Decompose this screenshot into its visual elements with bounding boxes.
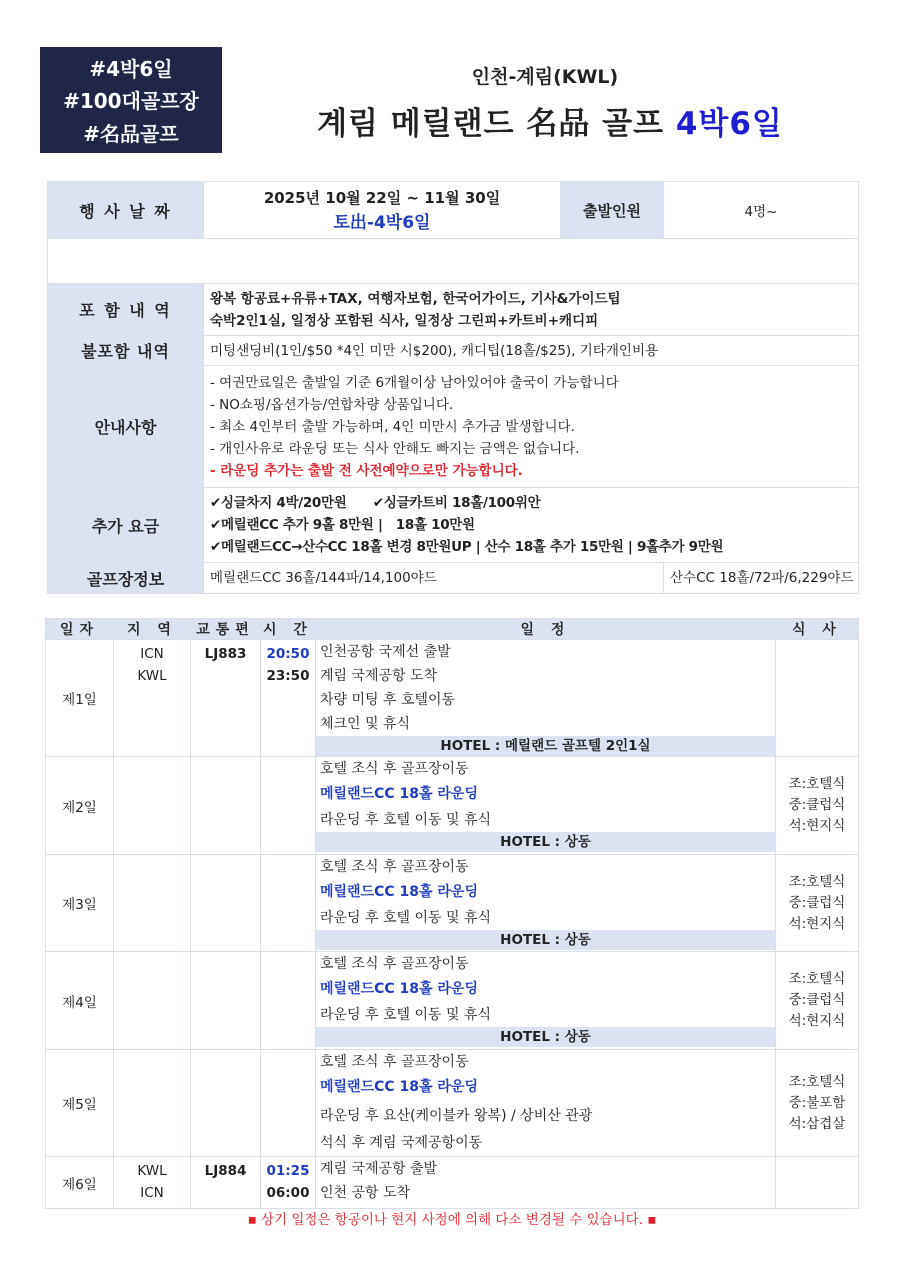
extra-line: ✔메릴랜드CC→산수CC 18홀 변경 8만원UP | 산수 18홀 추가 15만원 | 9홀추가 9만원 [210,539,724,555]
date-label: 행 사 날 짜 [48,182,204,239]
schedule-line: 메릴랜드CC 18홀 라운딩 [320,786,478,802]
hashtag: #4박6일 [89,56,173,81]
title-highlight: 4박6일 [675,106,783,142]
date-sub: 토出-4박6일 [333,213,431,233]
golf-label: 골프장정보 [48,563,204,594]
time-cell [261,855,316,952]
schedule-line: 호텔 조식 후 골프장이동 [320,859,469,875]
schedule-cell [316,757,776,855]
footnote: ▪ 상기 일정은 항공이나 현지 사정에 의해 다소 변경될 수 있습니다. ▪ [247,1212,657,1228]
itinerary-row [46,855,859,952]
notice-line: - 최소 4인부터 출발 가능하며, 4인 미만시 추가금 발생합니다. [210,418,575,435]
schedule-line: 인천 공항 도착 [320,1185,411,1201]
date-range: 2025년 10월 22일 ~ 11월 30일 [263,189,501,207]
column-header: 일자 [46,619,114,640]
region-cell [114,952,191,1050]
time-cell [261,952,316,1050]
column-header: 식 사 [776,619,859,640]
notice-line: - 여권만료일은 출발일 기준 6개월이상 남아있어야 출국이 가능합니다 [210,374,619,391]
hashtag: #100대골프장 [63,89,199,114]
hotel-info: HOTEL : 상동 [316,832,775,852]
extra-cell [204,488,859,563]
title-main: 계림 메릴랜드 名品 골프 [317,106,665,142]
flight-number [191,757,261,855]
schedule-line: 호텔 조식 후 골프장이동 [320,1054,469,1070]
hotel-info: HOTEL : 메릴랜드 골프텔 2인1실 [316,736,775,756]
schedule-line: 라운딩 후 호텔 이동 및 휴식 [320,910,492,926]
time-cell [261,640,316,757]
notice-line: - NO쇼핑/옵션가능/연합차량 상품입니다. [210,396,454,413]
schedule-cell [316,1157,776,1209]
schedule-line: 메릴랜드CC 18홀 라운딩 [320,884,478,900]
column-header: 지 역 [114,619,191,640]
meal-item: 중:클럽식 [788,894,846,911]
day-label: 제4일 [46,952,114,1050]
golf-course-2: 산수CC 18홀/72파/6,229야드 [664,563,859,594]
day-label: 제1일 [46,640,114,757]
itinerary-row [46,640,859,757]
region-cell [114,640,191,757]
notice-warning: - 라운딩 추가는 출발 전 사전예약으로만 가능합니다. [210,462,523,479]
info-section [47,181,859,594]
schedule-line: 계림 국제공항 출발 [320,1161,438,1177]
region-code: KWL [137,668,167,684]
golf-course-1: 메릴랜드CC 36홀/144파/14,100야드 [204,563,664,594]
schedule-line: 라운딩 후 호텔 이동 및 휴식 [320,1007,492,1023]
include-line: 숙박2인1실, 일정상 포함된 식사, 일정상 그린피+카트비+캐디피 [210,312,599,329]
meal-cell [776,855,859,952]
region-cell [114,1157,191,1209]
region-cell [114,855,191,952]
day-label: 제5일 [46,1050,114,1157]
route-subtitle: 인천-계림(KWL) [471,66,619,88]
itinerary-table [45,618,859,1209]
region-code: ICN [140,1185,164,1201]
flight-number: LJ883 [191,640,261,757]
meal-item: 중:불포함 [788,1094,846,1111]
exclude-label: 불포함 내역 [48,336,204,366]
time-cell [261,1157,316,1209]
meal-item: 중:클럽식 [788,797,846,813]
itinerary-section [45,618,859,1229]
meal-item: 석:현지식 [788,915,846,932]
extra-line: ✔싱글차지 4박/20만원 ✔싱글카트비 18홀/100위안 [210,495,541,511]
schedule-line: 차량 미팅 후 호텔이동 [320,692,456,708]
schedule-line: 호텔 조식 후 골프장이동 [320,956,469,972]
region-code: ICN [140,646,164,662]
notice-line: - 개인사유로 라운딩 또는 식사 안해도 빠지는 금액은 없습니다. [210,440,580,457]
schedule-line: 계림 국제공항 도착 [320,668,438,684]
region-cell [114,1050,191,1157]
meal-item: 조:호텔식 [788,873,846,890]
schedule-cell [316,640,776,757]
schedule-cell [316,855,776,952]
flight-time: 01:25 [266,1163,310,1179]
include-line: 왕복 항공료+유류+TAX, 여행자보험, 한국어가이드, 기사&가이드팁 [210,290,621,307]
exclude-text: 미팅샌딩비(1인/$50 *4인 미만 시$200), 캐디팁(18홀/$25), 기타개인비용 [204,336,859,366]
notice-cell [204,366,859,488]
meal-item: 석:현지식 [788,818,846,834]
meal-item: 중:클럽식 [788,992,846,1008]
region-code: KWL [137,1163,167,1179]
meal-cell [776,757,859,855]
pax-label: 출발인원 [561,182,664,239]
schedule-line: 인천공항 국제선 출발 [320,644,451,660]
hotel-info: HOTEL : 상동 [316,930,775,950]
meal-item: 석:현지식 [788,1013,846,1029]
itinerary-row [46,1050,859,1157]
meal-cell [776,1050,859,1157]
flight-number [191,952,261,1050]
include-label: 포 함 내 역 [48,284,204,336]
region-cell [114,757,191,855]
schedule-cell [316,952,776,1050]
schedule-line: 라운딩 후 호텔 이동 및 휴식 [320,812,492,828]
meal-item: 조:호텔식 [788,1073,846,1090]
day-label: 제6일 [46,1157,114,1209]
extra-line: ✔메릴랜CC 추가 9홀 8만원 | 18홀 10만원 [210,517,475,533]
extra-label: 추가 요금 [48,488,204,563]
flight-number: LJ884 [191,1157,261,1209]
flight-number [191,855,261,952]
hotel-info: HOTEL : 상동 [316,1027,775,1047]
time-cell [261,1050,316,1157]
column-header: 일 정 [316,619,776,640]
flight-time: 23:50 [266,668,310,684]
meal-cell [776,952,859,1050]
itinerary-row [46,757,859,855]
day-label: 제3일 [46,855,114,952]
pax-value: 4명~ [664,182,859,239]
info-table [47,181,859,594]
meal-item: 석:삼겹살 [788,1115,846,1132]
schedule-line: 메릴랜드CC 18홀 라운딩 [320,1079,478,1095]
column-header: 시 간 [261,619,316,640]
hashtag: #名品골프 [83,122,179,147]
itinerary-header [46,619,859,640]
schedule-line: 라운딩 후 요산(케이블카 왕복) / 상비산 관광 [320,1108,593,1124]
schedule-line: 체크인 및 휴식 [320,716,411,732]
hashtag-box [40,47,222,153]
meal-cell [776,1157,859,1209]
meal-item: 조:호텔식 [788,971,846,987]
schedule-cell [316,1050,776,1157]
page-title [240,98,860,143]
column-header: 교통편 [191,619,261,640]
include-cell [204,284,859,336]
meal-item: 조:호텔식 [788,776,846,792]
time-cell [261,757,316,855]
schedule-line: 메릴랜드CC 18홀 라운딩 [320,981,478,997]
flight-time: 06:00 [266,1185,310,1201]
meal-cell [776,640,859,757]
itinerary-row [46,1157,859,1209]
schedule-line: 석식 후 계림 국제공항이동 [320,1135,483,1151]
notice-label: 안내사항 [48,366,204,488]
itinerary-row [46,952,859,1050]
date-cell [204,182,561,239]
schedule-line: 호텔 조식 후 골프장이동 [320,761,469,777]
flight-number [191,1050,261,1157]
day-label: 제2일 [46,757,114,855]
blank-row [48,239,859,284]
flight-time: 20:50 [266,646,310,662]
